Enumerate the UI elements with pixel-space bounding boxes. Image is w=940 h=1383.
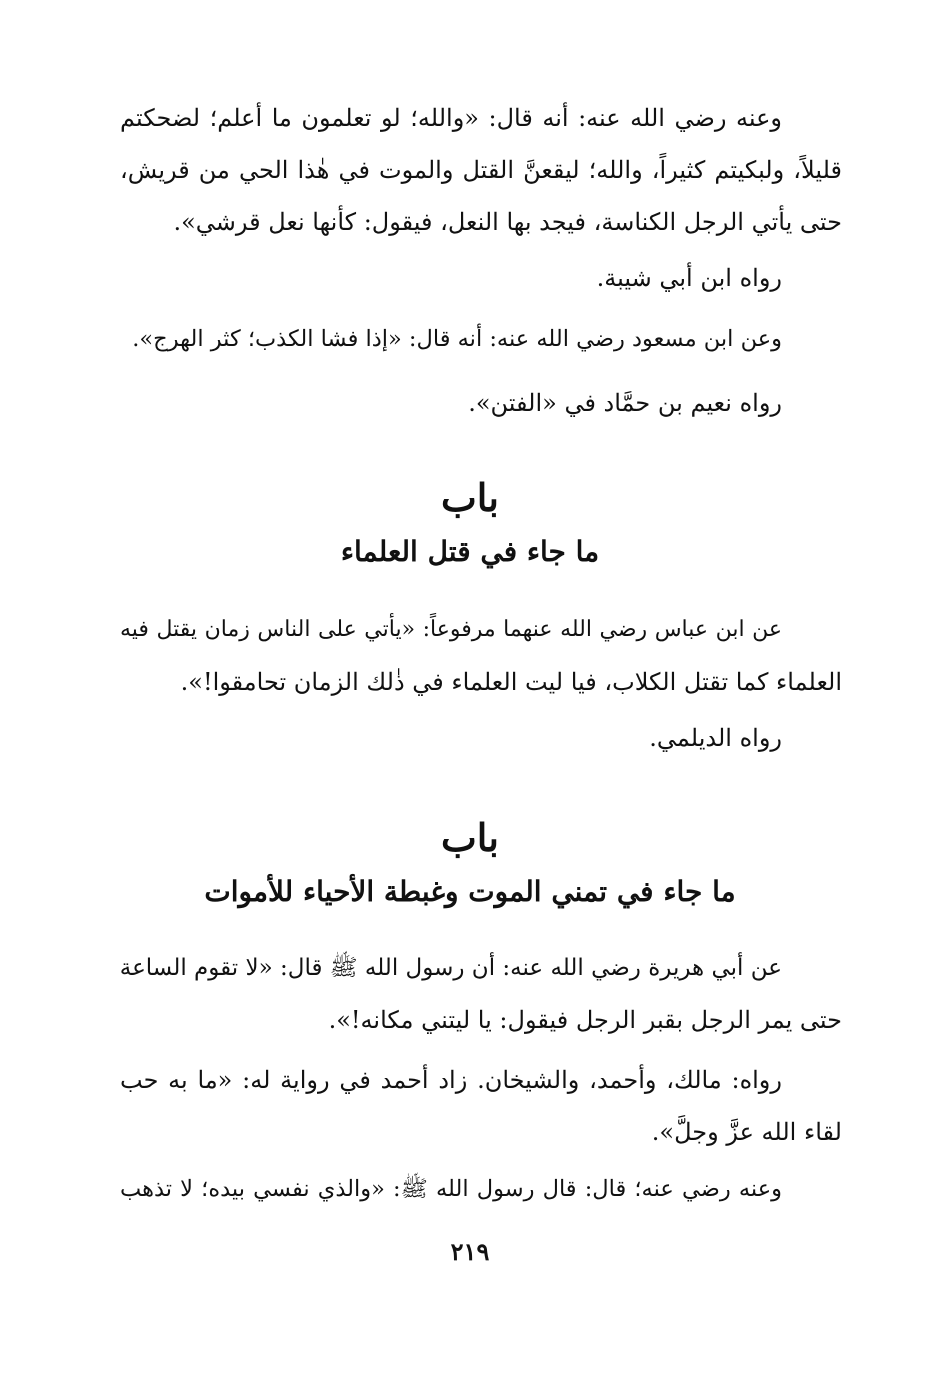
- narration-source: [120, 252, 842, 304]
- text-line: وعن ابن مسعود رضي الله عنه: أنه قال: «إذا فشا الكذب؛ كثر الهرج».: [132, 326, 782, 352]
- text-line: العلماء كما تقتل الكلاب، فيا ليت العلماء في ذٰلك الزمان تحامقوا!».: [180, 668, 842, 696]
- hadith-paragraph: [120, 313, 842, 365]
- chapter-title: ما جاء في تمني الموت وغبطة الأحياء للأموات: [204, 875, 736, 908]
- chapter-title: ما جاء في قتل العلماء: [340, 535, 600, 568]
- text-line: رواه: مالك، وأحمد، والشيخان. زاد أحمد في رواية له: «ما به حب: [120, 1066, 782, 1094]
- chapter-heading: باب: [441, 475, 499, 520]
- text-line: وعنه رضي عنه؛ قال: قال رسول الله ﷺ: «والذي نفسي بيده؛ لا تذهب: [120, 1176, 782, 1202]
- text-line: وعنه رضي الله عنه: أنه قال: «والله؛ لو تعلمون ما أعلم؛ لضحكتم: [120, 104, 782, 132]
- hadith-paragraph: [120, 92, 842, 248]
- text-line: عن ابن عباس رضي الله عنهما مرفوعاً: «يأتي على الناس زمان يقتل فيه: [120, 617, 782, 642]
- hadith-paragraph: [120, 942, 842, 1046]
- hadith-paragraph: [120, 1163, 842, 1215]
- hadith-paragraph: [120, 604, 842, 708]
- text-line: عن أبي هريرة رضي الله عنه: أن رسول الله ﷺ قال: «لا تقوم الساعة: [119, 955, 782, 981]
- text-line: لقاء الله عزَّ وجلَّ».: [651, 1118, 842, 1146]
- text-line: رواه نعيم بن حمَّاد في «الفتن».: [468, 389, 782, 417]
- text-line: رواه ابن أبي شيبة.: [596, 264, 782, 292]
- text-line: قليلاً، ولبكيتم كثيراً، والله؛ ليقعنَّ القتل والموت في هٰذا الحي من قريش،: [120, 156, 842, 184]
- chapter-heading: باب: [441, 815, 499, 860]
- text-line: حتى يأتي الرجل الكناسة، فيجد بها النعل، فيقول: كأنها نعل قرشي».: [173, 208, 842, 236]
- text-line: رواه الديلمي.: [649, 724, 782, 752]
- narration-source: [120, 377, 842, 429]
- text-line: حتى يمر الرجل بقبر الرجل فيقول: يا ليتني مكانه!».: [328, 1006, 842, 1034]
- page-number: ٢١٩: [450, 1237, 490, 1266]
- narration-source: [120, 1054, 842, 1158]
- narration-source: [120, 712, 842, 764]
